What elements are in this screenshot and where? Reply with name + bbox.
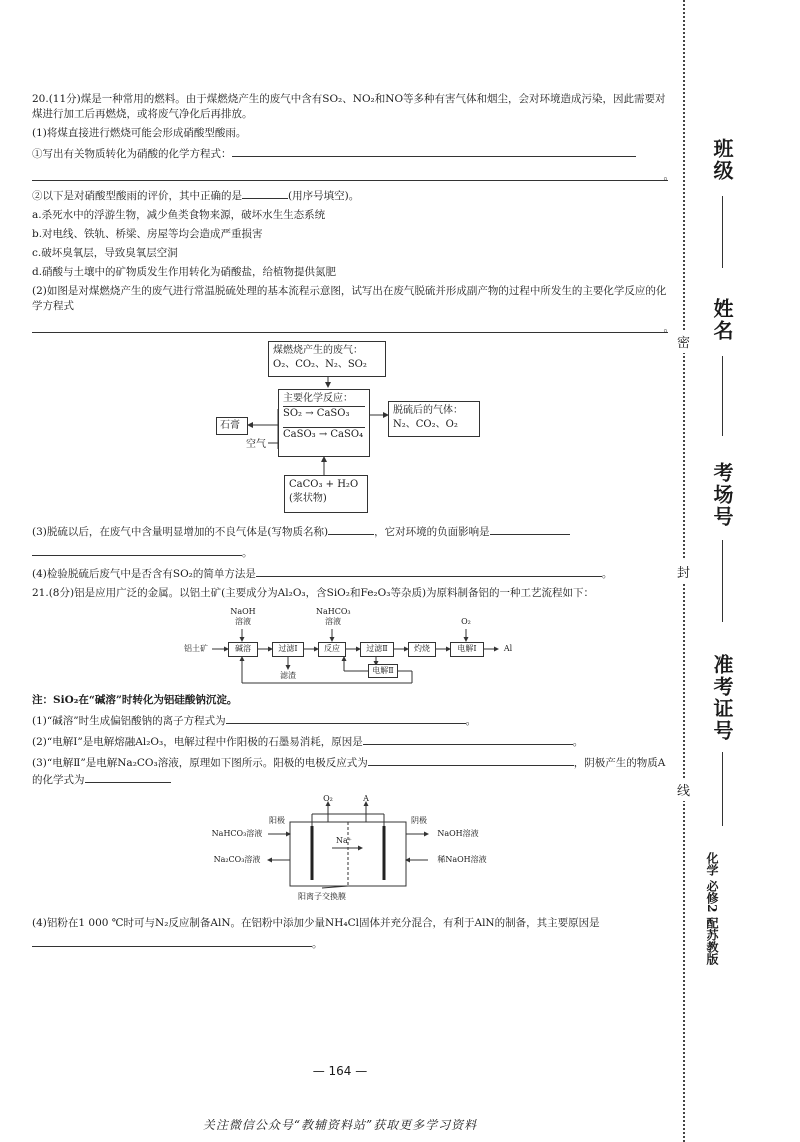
name-field-line[interactable] <box>722 356 723 436</box>
period-mark: 。 <box>572 736 584 748</box>
flue-gas-components: O₂、CO₂、N₂、SO₂ <box>273 359 367 370</box>
q21-header: 21.(8分)铝是应用广泛的金属。以铝土矿(主要成分为Al₂O₃，含SiO₂和Fe₂O₃等杂质)为原料制备铝的一种工艺流程如下： <box>32 587 595 599</box>
answer-blank[interactable] <box>368 754 574 766</box>
nahco3-label: NaHCO₃ 溶液 <box>316 607 351 626</box>
naoh-label: NaOH 溶液 <box>230 607 256 626</box>
cell-o2-label: O₂ <box>323 794 333 803</box>
clean-gas-components: N₂、CO₂、O₂ <box>393 419 458 430</box>
alkali-dissolve-box: 碱溶 <box>228 642 258 657</box>
answer-blank[interactable] <box>363 733 573 745</box>
admission-number-field-label: 准考证号 <box>710 654 734 742</box>
subject-label: 化学 必修2 配苏教版 <box>705 852 719 965</box>
q21-sub2-text: (2)“电解Ⅰ”是电解熔融Al₂O₃，电解过程中作阳极的石墨易消耗，原因是 <box>32 736 363 748</box>
nahco3-out-label: NaHCO₃溶液 <box>211 829 263 838</box>
membrane-label: 阳离子交换膜 <box>298 892 346 901</box>
al-product-label: Al <box>503 644 513 653</box>
q20-option-d: d.硝酸与土壤中的矿物质发生作用转化为硝酸盐，给植物提供氮肥 <box>32 266 337 278</box>
filter-2-box: 过滤Ⅱ <box>360 642 394 657</box>
seal-mark-mi: 密 <box>677 330 690 353</box>
period-mark: 。 <box>663 322 674 334</box>
q20-option-a: a.杀死水中的浮游生物，减少鱼类食物来源，破坏水生生态系统 <box>32 209 326 221</box>
flow-arrows <box>32 605 668 691</box>
slurry-note: (浆状物) <box>289 493 327 504</box>
na2co3-in-label: Na₂CO₃溶液 <box>213 855 261 864</box>
q21-sub1 <box>32 712 668 729</box>
answer-blank[interactable] <box>85 771 171 783</box>
answer-blank[interactable] <box>256 565 602 577</box>
dilute-naoh-in-label: 稀NaOH溶液 <box>437 855 487 864</box>
q20-sub4-text: (4)检验脱硫后废气中是否含有SO₂的简单方法是 <box>32 568 256 580</box>
q20-sub3 <box>32 523 668 540</box>
answer-blank[interactable] <box>32 935 312 947</box>
cell-a-label: A <box>363 794 369 803</box>
q21-sub3-text-a: (3)“电解Ⅱ”是电解Na₂CO₃溶液，原理如下图所示。阳极的电极反应式为 <box>32 757 368 769</box>
q20-item2-text: ②以下是对硝酸型酸雨的评价，其中正确的是 <box>32 190 242 202</box>
residue-label: 滤渣 <box>280 671 296 680</box>
gypsum-label: 石膏 <box>220 420 240 431</box>
q20-item1 <box>32 145 668 162</box>
class-field-label: 班级 <box>710 138 734 182</box>
question-content <box>32 92 674 956</box>
cathode-label: 阴极 <box>411 816 427 825</box>
o2-flow-label: O₂ <box>461 617 471 626</box>
seal-mark-feng: 封 <box>677 560 690 583</box>
reaction-box: 反应 <box>318 642 346 657</box>
q20-sub3-text-a: (3)脱硫以后，在废气中含量明显增加的不良气体是(写物质名称) <box>32 526 329 538</box>
page-number: — 164 — <box>312 1064 368 1078</box>
reaction-2: CaSO₃ → CaSO₄ <box>283 429 364 440</box>
naoh-out-label: NaOH溶液 <box>437 829 479 838</box>
na-ion-label: Na⁺ <box>336 836 352 845</box>
period-mark: 。 <box>601 568 613 580</box>
q20-sub3-cont <box>32 544 668 561</box>
class-field-line[interactable] <box>722 196 723 268</box>
q21-sub3 <box>32 754 668 788</box>
q20-item2-tail: (用序号填空)。 <box>288 190 360 202</box>
answer-line[interactable] <box>32 166 674 182</box>
air-label: 空气 <box>246 439 266 450</box>
q20-item1-text: ①写出有关物质转化为硝酸的化学方程式： <box>32 148 232 160</box>
admission-number-field-line[interactable] <box>722 752 723 826</box>
filter-1-box: 过滤Ⅰ <box>272 642 304 657</box>
clean-gas-title: 脱硫后的气体： <box>393 405 463 416</box>
q20-header: 20.(11分)煤是一种常用的燃料。由于煤燃烧产生的废气中含有SO₂、NO₂和NO等多种有害气体和烟尘，会对环境造成污染，因此需要对煤进行加工后再燃烧，或将废气净化后再排放。 <box>32 93 666 120</box>
period-mark: 。 <box>312 938 323 950</box>
flue-gas-title: 煤燃烧产生的废气： <box>273 345 363 356</box>
main-reaction-title: 主要化学反应： <box>283 393 353 404</box>
exam-room-field-label: 考场号 <box>710 462 734 528</box>
footer-note: 关注微信公众号“教辅资料站”获取更多学习资料 <box>202 1118 478 1132</box>
q20-option-b: b.对电线、铁轨、桥梁、房屋等均会造成严重损害 <box>32 228 263 240</box>
answer-blank[interactable] <box>490 523 570 535</box>
q20-sub3-text-b: ，它对环境的负面影响是 <box>374 526 490 538</box>
calcine-box: 灼烧 <box>408 642 436 657</box>
electrolysis-1-box: 电解Ⅰ <box>450 642 484 657</box>
q21-sub1-text: (1)“碱溶”时生成偏铝酸钠的离子方程式为 <box>32 715 226 727</box>
answer-blank[interactable] <box>328 523 374 535</box>
gypsum-box <box>216 417 248 435</box>
answer-line[interactable] <box>32 318 674 334</box>
q20-sub4 <box>32 565 668 582</box>
answer-blank[interactable] <box>242 187 288 199</box>
q21-sub3-text-b: ，阴极产生的物质A的化学式为 <box>32 757 666 786</box>
name-field-label: 姓名 <box>710 298 734 342</box>
answer-blank[interactable] <box>226 712 466 724</box>
electrolysis-cell-diagram <box>32 794 668 912</box>
slurry-formula: CaCO₃ + H₂O <box>289 479 359 490</box>
slurry-box <box>284 475 368 513</box>
period-mark: 。 <box>465 715 477 727</box>
q20-item2 <box>32 187 668 204</box>
exam-info-sidebar <box>680 0 800 1142</box>
anode-label: 阳极 <box>269 816 285 825</box>
desulfurization-diagram <box>32 339 668 517</box>
aluminum-process-flow <box>32 605 668 691</box>
ore-label: 铝土矿 <box>184 644 208 653</box>
exam-room-field-line[interactable] <box>722 540 723 622</box>
q21-sub4-answer <box>32 935 668 952</box>
q20-option-c: c.破坏臭氧层，导致臭氧层空洞 <box>32 247 178 259</box>
clean-gas-box <box>388 401 480 437</box>
main-reaction-box <box>278 389 370 457</box>
q21-note: 注：SiO₂在“碱溶”时转化为铝硅酸钠沉淀。 <box>32 694 238 706</box>
reaction-1: SO₂ → CaSO₃ <box>283 406 365 421</box>
flue-gas-box <box>268 341 386 377</box>
seal-mark-xian: 线 <box>677 778 690 801</box>
answer-blank[interactable] <box>32 544 242 556</box>
period-mark: 。 <box>242 547 253 559</box>
q21-sub4: (4)铝粉在1 000 ℃时可与N₂反应制备AlN。在铝粉中添加少量NH₄Cl固体并充分混合，有利于AlN的制备，其主要原因是 <box>32 917 600 929</box>
electrolysis-2-box: 电解Ⅱ <box>368 664 398 678</box>
q20-sub2: (2)如图是对煤燃烧产生的废气进行常温脱硫处理的基本流程示意图，试写出在废气脱硫并形成副产物的过程中所发生的主要化学反应的化学方程式 <box>32 285 667 312</box>
q20-sub1: (1)将煤直接进行燃烧可能会形成硝酸型酸雨。 <box>32 127 247 139</box>
q21-sub2 <box>32 733 668 750</box>
period-mark: 。 <box>663 170 674 182</box>
answer-blank[interactable] <box>232 145 636 157</box>
